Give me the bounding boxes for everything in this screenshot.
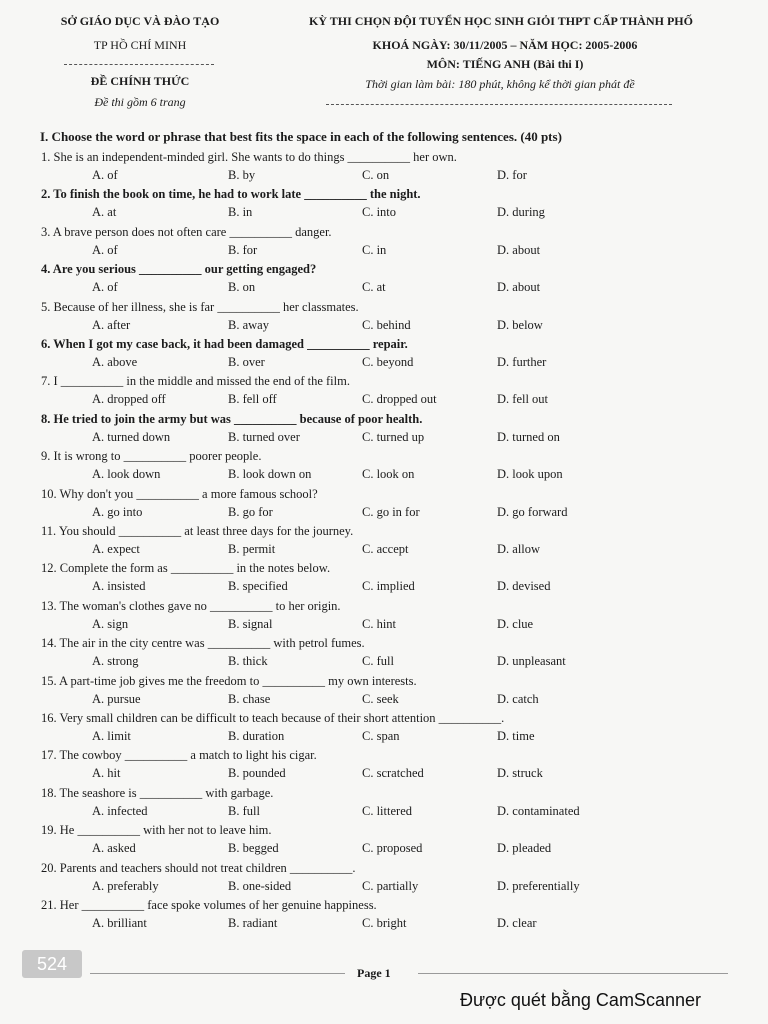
exam-title: KỲ THI CHỌN ĐỘI TUYỂN HỌC SINH GIỎI THPT CẤP THÀNH PHỐ	[309, 14, 693, 28]
exam-subject: MÔN: TIẾNG ANH (Bài thi I)	[426, 57, 584, 71]
option-d: D. about	[497, 242, 541, 257]
footer-line-left	[90, 973, 345, 974]
department-name: SỞ GIÁO DỤC VÀ ĐÀO TẠO	[60, 14, 220, 28]
option-b: B. in	[228, 205, 253, 220]
option-a: A. strong	[92, 654, 139, 669]
question-text: 19. He __________ with her not to leave him.	[41, 823, 272, 838]
city-name: TP HỒ CHÍ MINH	[93, 38, 187, 52]
question-text: 8. He tried to join the army but was __________ because of poor health.	[41, 411, 423, 426]
option-a: A. look down	[92, 467, 161, 482]
option-a: A. sign	[92, 616, 129, 631]
option-b: B. begged	[228, 841, 279, 856]
question-text: 2. To finish the book on time, he had to work late __________ the night.	[41, 187, 421, 202]
option-b: B. on	[228, 280, 256, 295]
option-c: C. go in for	[362, 504, 420, 519]
option-c: C. dropped out	[362, 392, 437, 407]
question-text: 11. You should __________ at least three days for the journey.	[41, 524, 354, 538]
option-a: A. brilliant	[92, 916, 147, 930]
option-b: B. radiant	[228, 916, 278, 930]
option-c: C. beyond	[362, 355, 414, 369]
option-d: D. turned on	[497, 429, 560, 444]
question-options	[92, 692, 712, 706]
option-b: B. pounded	[228, 766, 286, 781]
option-d: D. struck	[497, 766, 543, 781]
question-text: 10. Why don't you __________ a more famous school?	[41, 486, 318, 501]
option-b: B. one-sided	[228, 878, 292, 893]
question-text: 12. Complete the form as __________ in the notes below.	[41, 561, 331, 576]
page-badge: 524	[22, 950, 82, 978]
question-options	[92, 804, 712, 818]
question-options	[92, 205, 712, 219]
option-c: C. accept	[362, 542, 409, 556]
header-divider-right	[326, 104, 672, 105]
question-text: 1. She is an independent-minded girl. She wants to do things __________ her own.	[41, 150, 457, 164]
option-d: D. for	[497, 168, 527, 182]
option-d: D. time	[497, 729, 535, 743]
option-c: C. look on	[362, 467, 415, 482]
option-d: D. go forward	[497, 504, 568, 519]
question-options	[92, 392, 712, 406]
option-d: D. unpleasant	[497, 654, 566, 669]
option-b: B. go for	[228, 504, 273, 519]
option-c: C. proposed	[362, 841, 423, 856]
question-options	[92, 916, 712, 930]
question-options	[92, 467, 712, 481]
option-a: A. after	[92, 317, 131, 332]
option-a: A. above	[92, 355, 138, 369]
option-c: C. span	[362, 729, 400, 743]
exam-duration: Thời gian làm bài: 180 phút, không kể thời gian phát đề	[365, 77, 635, 91]
option-b: B. chase	[228, 691, 271, 706]
question-options	[92, 729, 712, 743]
option-b: B. turned over	[228, 429, 300, 444]
question-text: 17. The cowboy __________ a match to light his cigar.	[41, 748, 317, 763]
option-c: C. hint	[362, 616, 397, 631]
option-b: B. specified	[228, 579, 288, 594]
page-number: Page 1	[357, 966, 391, 980]
header-divider	[64, 64, 214, 65]
question-options	[92, 617, 712, 631]
question-text: 18. The seashore is __________ with garbage.	[41, 785, 274, 800]
option-c: C. on	[362, 168, 390, 182]
option-b: B. fell off	[228, 392, 277, 407]
scanner-watermark: Được quét bằng CamScanner	[460, 990, 701, 1010]
option-c: C. turned up	[362, 429, 425, 444]
question-text: 21. Her __________ face spoke volumes of her genuine happiness.	[41, 898, 377, 912]
option-c: C. implied	[362, 579, 415, 594]
option-b: B. thick	[228, 654, 268, 669]
page-count-note: Đề thi gồm 6 trang	[94, 95, 186, 109]
option-a: A. turned down	[92, 429, 171, 444]
official-label: ĐỀ CHÍNH THỨC	[90, 74, 190, 88]
option-d: D. contaminated	[497, 803, 580, 818]
question-text: 15. A part-time job gives me the freedom to __________ my own interests.	[41, 673, 417, 688]
question-options	[92, 280, 712, 294]
option-d: D. during	[497, 205, 545, 220]
question-text: 5. Because of her illness, she is far __________ her classmates.	[41, 299, 359, 314]
question-options	[92, 542, 712, 556]
question-options	[92, 579, 712, 593]
question-options	[92, 318, 712, 332]
question-text: 6. When I got my case back, it had been damaged __________ repair.	[41, 337, 408, 351]
option-d: D. preferentially	[497, 878, 580, 893]
question-text: 9. It is wrong to __________ poorer people.	[41, 449, 262, 464]
question-options	[92, 168, 712, 182]
option-b: B. full	[228, 803, 260, 818]
option-b: B. by	[228, 168, 256, 182]
option-c: C. bright	[362, 916, 407, 930]
question-options	[92, 355, 712, 369]
question-options	[92, 766, 712, 780]
option-b: B. look down on	[228, 467, 312, 482]
option-a: A. limit	[92, 729, 131, 743]
question-text: 16. Very small children can be difficult to teach because of their short attention __________.	[41, 711, 505, 725]
footer-line-right	[418, 973, 728, 974]
question-text: 3. A brave person does not often care __________ danger.	[41, 224, 332, 239]
option-a: A. expect	[92, 542, 140, 556]
option-b: B. away	[228, 317, 269, 332]
question-text: 4. Are you serious __________ our getting engaged?	[41, 262, 317, 277]
option-a: A. infected	[92, 803, 148, 818]
option-c: C. into	[362, 205, 397, 220]
option-d: D. clue	[497, 616, 534, 631]
question-options	[92, 879, 712, 893]
option-b: B. duration	[228, 729, 285, 743]
option-d: D. about	[497, 280, 541, 295]
exam-date: KHOÁ NGÀY: 30/11/2005 – NĂM HỌC: 2005-2006	[372, 38, 638, 52]
option-a: A. of	[92, 280, 118, 295]
option-a: A. preferably	[92, 878, 159, 893]
option-d: D. look upon	[497, 467, 563, 482]
question-options	[92, 430, 712, 444]
option-d: D. fell out	[497, 392, 549, 407]
question-options	[92, 505, 712, 519]
option-c: C. littered	[362, 803, 412, 818]
option-c: C. at	[362, 280, 386, 295]
option-a: A. of	[92, 242, 118, 257]
option-c: C. full	[362, 654, 394, 669]
option-c: C. seek	[362, 691, 399, 706]
option-d: D. below	[497, 317, 543, 332]
option-a: A. pursue	[92, 691, 141, 706]
option-b: B. over	[228, 355, 265, 369]
option-a: A. at	[92, 205, 117, 220]
option-a: A. asked	[92, 841, 136, 856]
question-text: 20. Parents and teachers should not treat children __________.	[41, 860, 356, 875]
option-d: D. allow	[497, 542, 541, 556]
question-options	[92, 243, 712, 257]
option-a: A. insisted	[92, 579, 146, 594]
question-text: 14. The air in the city centre was __________ with petrol fumes.	[41, 636, 365, 651]
option-c: C. behind	[362, 317, 411, 332]
option-d: D. catch	[497, 691, 539, 706]
option-d: D. further	[497, 355, 547, 369]
section-title: I. Choose the word or phrase that best fits the space in each of the following sentences. (40 pts)	[40, 129, 562, 144]
option-a: A. dropped off	[92, 392, 166, 407]
question-options	[92, 841, 712, 855]
option-a: A. go into	[92, 504, 143, 519]
option-d: D. devised	[497, 579, 551, 594]
option-b: B. signal	[228, 616, 273, 631]
option-a: A. hit	[92, 766, 121, 781]
question-text: 7. I __________ in the middle and missed the end of the film.	[41, 374, 350, 389]
question-options	[92, 654, 712, 668]
question-text: 13. The woman's clothes gave no __________ to her origin.	[41, 598, 341, 613]
option-c: C. partially	[362, 878, 419, 893]
option-c: C. scratched	[362, 766, 424, 781]
option-d: D. clear	[497, 916, 537, 930]
option-d: D. pleaded	[497, 841, 552, 856]
option-b: B. for	[228, 242, 258, 257]
option-a: A. of	[92, 168, 118, 182]
option-c: C. in	[362, 242, 387, 257]
option-b: B. permit	[228, 542, 276, 556]
